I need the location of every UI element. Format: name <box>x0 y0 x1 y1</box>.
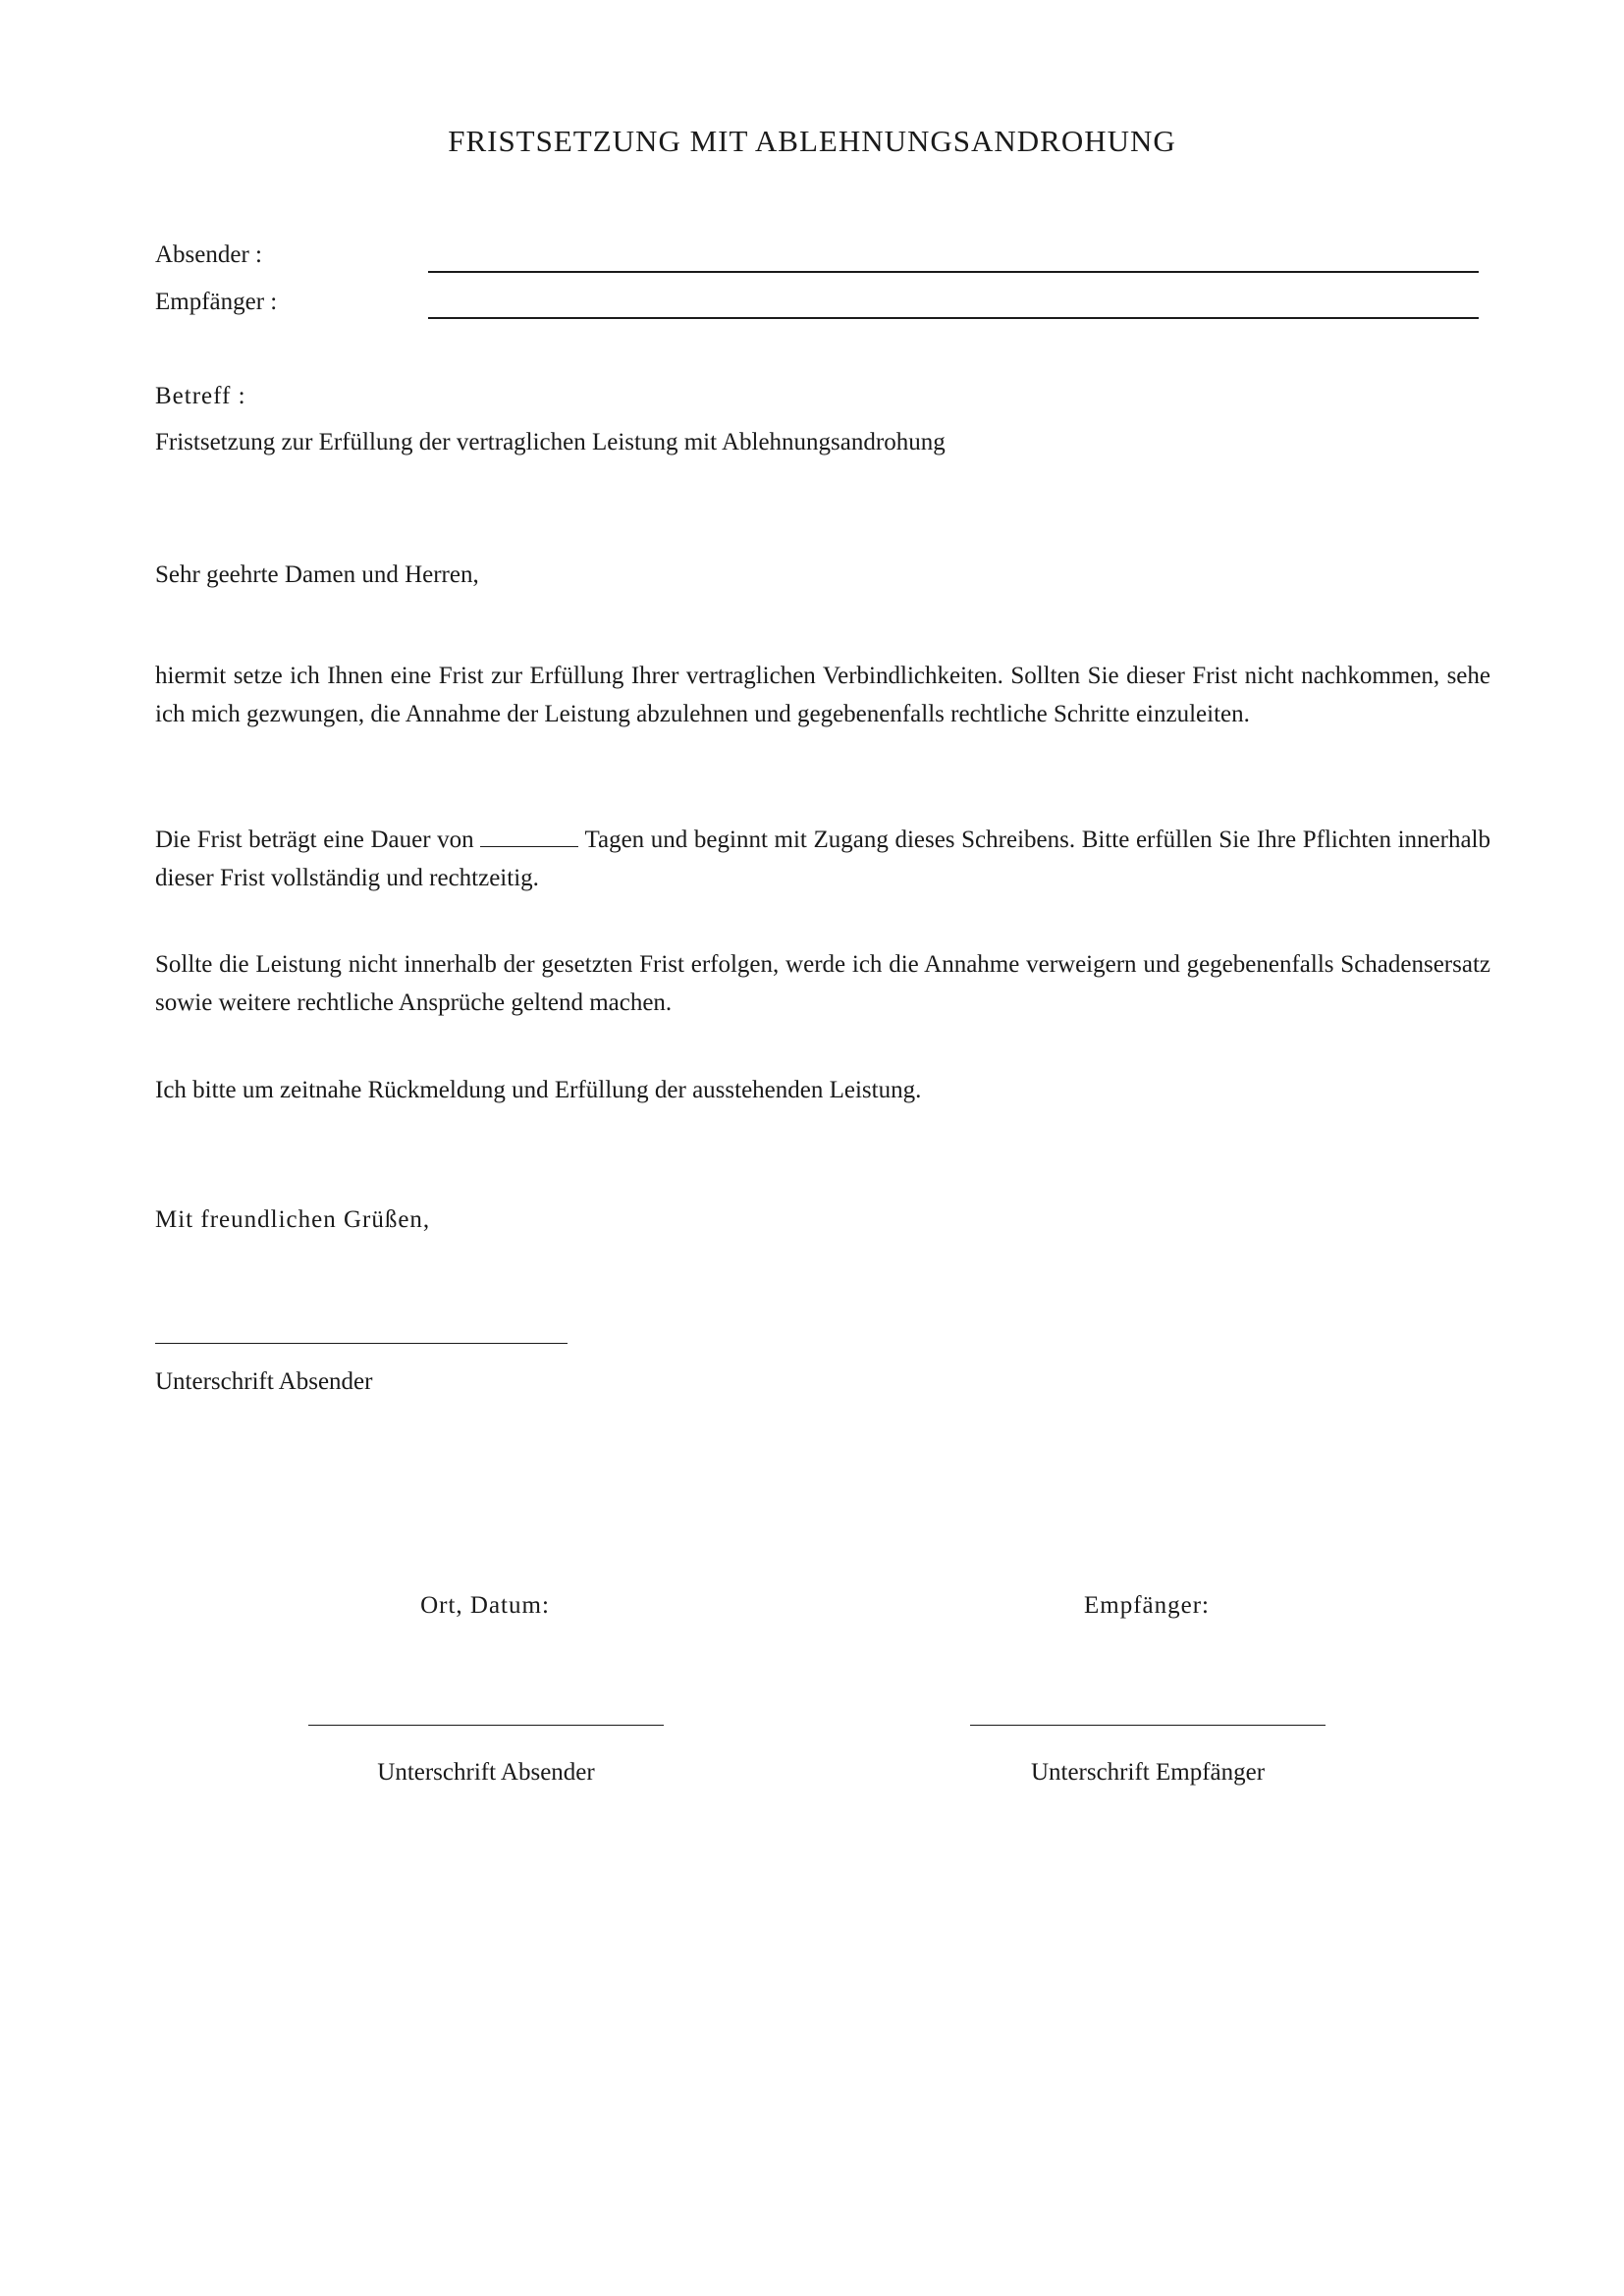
paragraph-2-end: Tagen und beginnt mit Zugang dieses Schreibens. Bitte erfüllen Sie Ihre Pflichten innerhalb dieser Frist vollständig und rechtzeitig. <box>155 827 1490 891</box>
recipient-label: Empfänger : <box>155 289 278 315</box>
days-blank-field[interactable] <box>480 825 578 847</box>
body-paragraph-4: Ich bitte um zeitnahe Rückmeldung und Erfüllung der ausstehenden Leistung. <box>155 1077 922 1103</box>
sender-line[interactable] <box>428 271 1479 273</box>
paragraph-2-start: Die Frist beträgt eine Dauer von <box>155 827 474 853</box>
place-date-label: Ort, Datum: <box>420 1592 550 1619</box>
subject-text: Fristsetzung zur Erfüllung der vertraglichen Leistung mit Ablehnungsandrohung <box>155 429 946 455</box>
sender-signature-label: Unterschrift Absender <box>155 1368 373 1395</box>
body-paragraph-1: hiermit setze ich Ihnen eine Frist zur Erfüllung Ihrer vertraglichen Verbindlichkeiten. Sollten Sie dieser Frist nicht nachkommen, sehe ich mich gezwungen, die Annahme der Leistung abzulehnen und gegebenenfalls rechtliche Schritte einzuleiten. <box>155 663 1490 727</box>
body-paragraph-2 <box>155 821 1490 897</box>
footer-sender-signature-label: Unterschrift Absender <box>377 1759 595 1786</box>
sender-signature-line[interactable] <box>155 1343 568 1344</box>
footer-recipient-label: Empfänger: <box>1083 1592 1210 1619</box>
body-paragraph-3: Sollte die Leistung nicht innerhalb der gesetzten Frist erfolgen, werde ich die Annahme verweigern und gegebenenfalls Schadensersatz sowie weitere rechtliche Ansprüche geltend machen. <box>155 951 1490 1016</box>
salutation: Sehr geehrte Damen und Herren, <box>155 561 479 588</box>
document-title: FRISTSETZUNG MIT ABLEHNUNGSANDROHUNG <box>448 124 1176 158</box>
recipient-line[interactable] <box>428 317 1479 319</box>
footer-sender-signature-line[interactable] <box>308 1725 664 1726</box>
subject-label: Betreff : <box>155 383 246 409</box>
sender-label: Absender : <box>155 241 262 268</box>
footer-recipient-signature-label: Unterschrift Empfänger <box>1030 1759 1266 1786</box>
footer-recipient-signature-line[interactable] <box>970 1725 1326 1726</box>
closing: Mit freundlichen Grüßen, <box>155 1206 431 1233</box>
